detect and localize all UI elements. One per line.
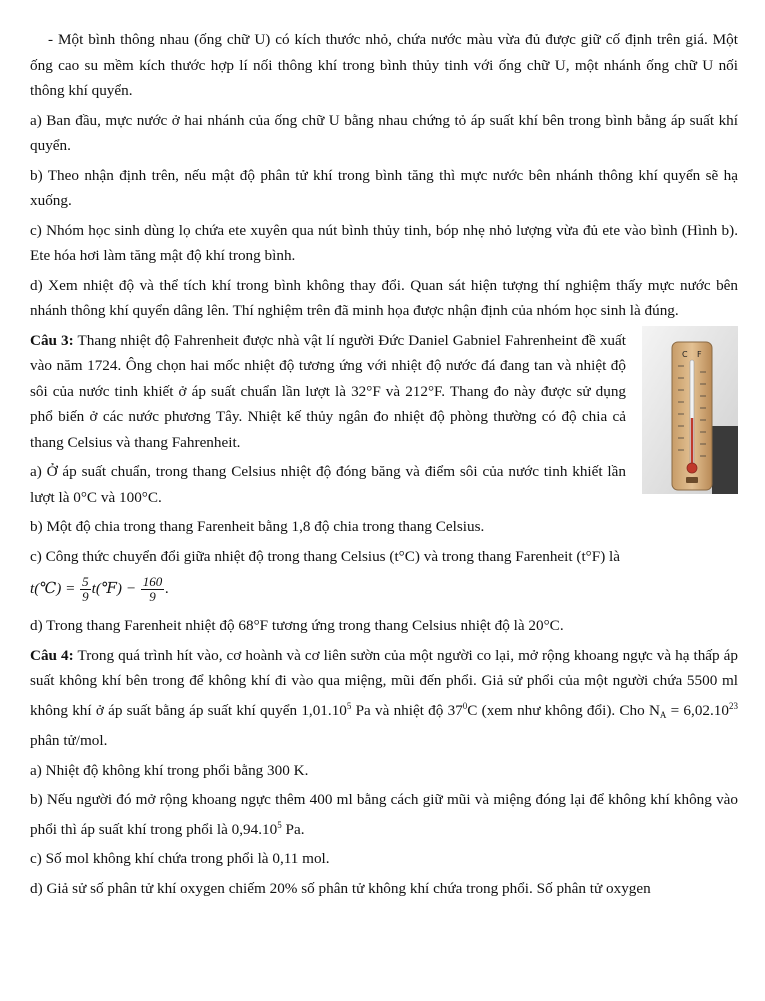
intro-paragraph: - Một bình thông nhau (ống chữ U) có kích thước nhỏ, chứa nước màu vừa đủ được giữ cố định trên giá. Một ống cao su mềm kích thước hợp lí nối thông khí trong bình thủy tinh với ống chữ U, một nhánh ống chữ U nối thông khí quyển. [30, 31, 738, 99]
document-page [30, 27, 738, 901]
question-4-text: Câu 4: Trong quá trình hít vào, cơ hoành và cơ liên sườn của một người co lại, mở rộng khoang ngực và hạ thấp áp suất không khí bên trong để không khí đi vào qua miệng, mũi đến phổi. Giả sử phổi của một người chứa 5500 ml không khí ở áp suất bằng áp suất khí quyển 1,01.10$^5$ Pa và nhiệt độ $37^0C$ (xem như không đổi). Cho $N_A = 6,02.10^{23}$ phân tử/mol. [30, 646, 738, 749]
fraction-5-9: $\frac{5}{9}$ [82, 574, 89, 605]
question-3-item-b: b) Một độ chia trong thang Farenheit bằng 1,8 độ chia trong thang Celsius. [30, 518, 485, 535]
question-3-label: Câu 3: [30, 331, 74, 349]
question-3-text: Câu 3: Thang nhiệt độ Fahrenheit được nhà vật lí người Đức Daniel Gabniel Fahrenheint đề xuất vào năm 1724. Ông chọn hai mốc nhiệt độ tương ứng với nhiệt độ nước đá đang tan và nhiệt độ sôi của nước tinh khiết ở áp suất chuẩn lần lượt là 32°F và 212°F. Thang đo này được sử dụng phổ biến ở các nước phương Tây. Nhiệt kế thủy ngân đo nhiệt độ phòng thường có độ chia cả thang Celsius và thang Fahrenheit. [30, 331, 627, 451]
fahrenheit-label: F [697, 349, 702, 359]
thermometer-icon [642, 326, 738, 494]
value-32f: 32°F [351, 382, 381, 400]
fraction-160-9: $\frac{160}{9}$ [142, 574, 163, 605]
question-3-item-d: d) Trong thang Farenheit nhiệt độ 68°F tương ứng trong thang Celsius nhiệt độ là 20°C. [30, 617, 564, 634]
intro-item-d: d) Xem nhiệt độ và thể tích khí trong bình không thay đổi. Quan sát hiện tượng thí nghiệm thấy mực nước bên nhánh thông khí quyển dâng lên. Thí nghiệm trên đã minh họa được nhận định của nhóm học sinh là đúng. [30, 276, 738, 319]
celsius-label: C [682, 349, 688, 359]
question-4-item-c: c) Số mol không khí chứa trong phổi là 0,11 mol. [30, 850, 330, 867]
conversion-formula: t(℃) = $\frac{5}{9}$ t(℉) − $\frac{160}{9}$ . [30, 574, 170, 605]
thermometer-image [642, 326, 738, 494]
question-3-item-a: a) Ở áp suất chuẩn, trong thang Celsius nhiệt độ đóng băng và điểm sôi của nước tinh khiết lần lượt là 0°C và 100°C. [30, 463, 626, 506]
question-3-item-c: c) Công thức chuyển đổi giữa nhiệt độ trong thang Celsius (t°C) và trong thang Farenheit (t°F) là [30, 547, 621, 565]
question-4-item-b: b) Nếu người đó mở rộng khoang ngực thêm 400 ml bằng cách giữ mũi và miệng đóng lại để không khí không vào phổi thì áp suất khí trong phổi là 0,94.10$^5$ Pa. [30, 791, 738, 838]
value-212f: 212°F [405, 382, 442, 400]
intro-item-a: a) Ban đầu, mực nước ở hai nhánh của ống chữ U bằng nhau chứng tỏ áp suất khí bên trong bình bằng áp suất khí quyển. [30, 111, 738, 154]
question-4-item-d: d) Giả sử số phân tử khí oxygen chiếm 20% số phân tử không khí chứa trong phổi. Số phân tử oxygen [30, 879, 651, 897]
question-4-item-a: a) Nhiệt độ không khí trong phổi bằng 300 K. [30, 761, 309, 779]
intro-item-b: b) Theo nhận định trên, nếu mật độ phân tử khí trong bình tăng thì mực nước bên nhánh thông khí quyển sẽ hạ xuống. [30, 166, 738, 209]
intro-item-c: c) Nhóm học sinh dùng lọ chứa ete xuyên qua nút bình thủy tinh, bóp nhẹ nhỏ lượng vừa đủ ete vào bình (Hình b). Ete hóa hơi làm tăng mật độ khí trong bình. [30, 221, 738, 264]
question-4-label: Câu 4: [30, 646, 74, 664]
